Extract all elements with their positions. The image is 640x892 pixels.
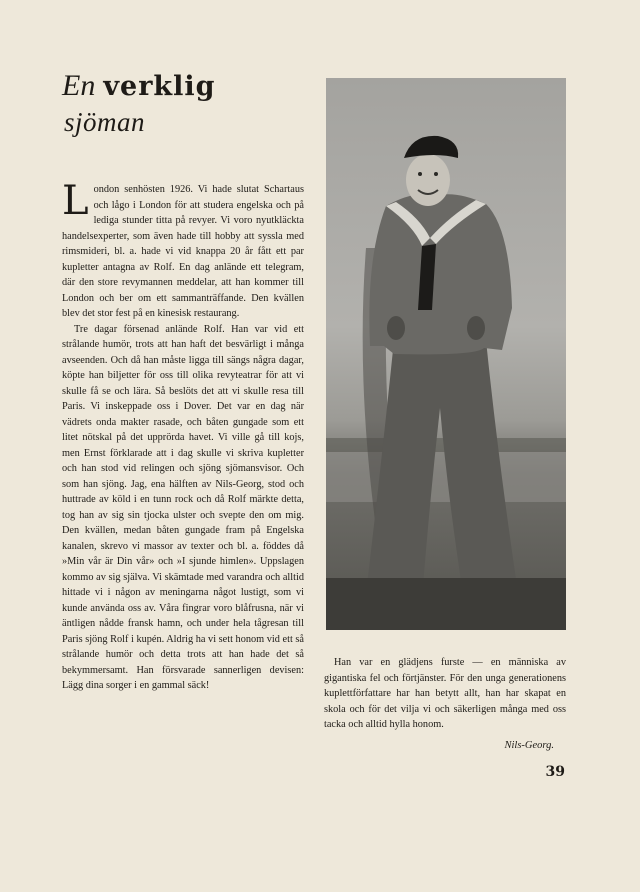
title-word-en: En — [62, 69, 96, 102]
page-number: 39 — [545, 764, 565, 780]
article-paragraph-2: Tre dagar försenad anlände Rolf. Han var vid ett strålande humör, trots att han haft det besvärligt i många avseenden. Och då han måste ligga till sängs några dagar, köpte han biljetter för oss till olika revyteatrar för att vi skulle få se och lära. Så beslöts det att vi skulle resa till Paris. Vi inskeppade oss i Dover. Det var en dag när vädrets onda makter rasade, och båten gungade som ett litet nötskal på det upprörda havet. Vi ville gå till kojs, men Ernst förklarade att i dag skulle vi skriva kupletter och han stod vid relingen och sjöng sjömansvisor. Och som han sjöng. Jag, ena hälften av Nils-Georg, stod och huttrade av köld i en tunn rock och då Rolf märkte detta, tog han av sig sin tjocka ulster och svepte den om mig. Den kvällen, medan båten gungade fram på Engelska kanalen, skrevo vi massor av texter och bl. a. föddes då »Min vår är Din vår» och »I sjunde himlen». Uppslagen kommo av sig själva. Vi skämtade med varandra och alltid hittade vi i någon av meningarna något lustigt, som vi kunde använda oss av. Våra fingrar voro blåfrusna, när vi äntligen nådde fransk hamn, och under hela tågresan till Paris sjöng Rolf i kupén. Aldrig ha vi sett honom vid ett så strålande humör och detta trots att han hade det så bekymmersamt. Han försvarade sannerligen devisen: Lägg dina sorger i en gammal säck! — [62, 323, 304, 691]
title-word-verklig: verklig — [103, 71, 216, 102]
sailor-photo — [326, 78, 566, 630]
author-signature: Nils-Georg. — [504, 740, 554, 751]
hand-left — [387, 316, 405, 340]
drop-cap: L — [62, 178, 89, 224]
hand-right — [467, 316, 485, 340]
sailor-photo-illustration — [326, 78, 566, 630]
photo-caption: Han var en glädjens furste — en människa av gigantiska fel och förtjänster. För den unga generationens kuplettförfattare har han betytt allt, han har skapat en skola och för det vilja vi och säkerligen många med oss tacka och alltid hylla honom. — [324, 657, 566, 730]
sailor-beret — [404, 136, 458, 158]
paragraph-1-text: ondon senhösten 1926. Vi hade slutat Schartaus och lågo i London för att studera engelska och på lediga stunder titta på revyer. Vi voro nyutkläckta handelsexperter, som även hade till hobby att syssla med rimsmideri, bl. a. hade vi vid knappa 20 år fått ett par kupletter antagna av Rolf. En dag anlände ett telegram, där den store revymannen meddelar, att han kommer till London och ber om ett sammanträffande. Den kvällen blev det stor fest på en kinesisk restaurang. — [62, 184, 304, 319]
face — [406, 154, 450, 206]
eye-right — [434, 172, 438, 176]
eye-left — [418, 172, 422, 176]
article-title — [62, 66, 216, 138]
article-body — [62, 178, 304, 694]
article-paragraph-1 — [62, 178, 304, 322]
title-word-sjoman: sjöman — [64, 107, 146, 137]
ground — [326, 578, 566, 630]
